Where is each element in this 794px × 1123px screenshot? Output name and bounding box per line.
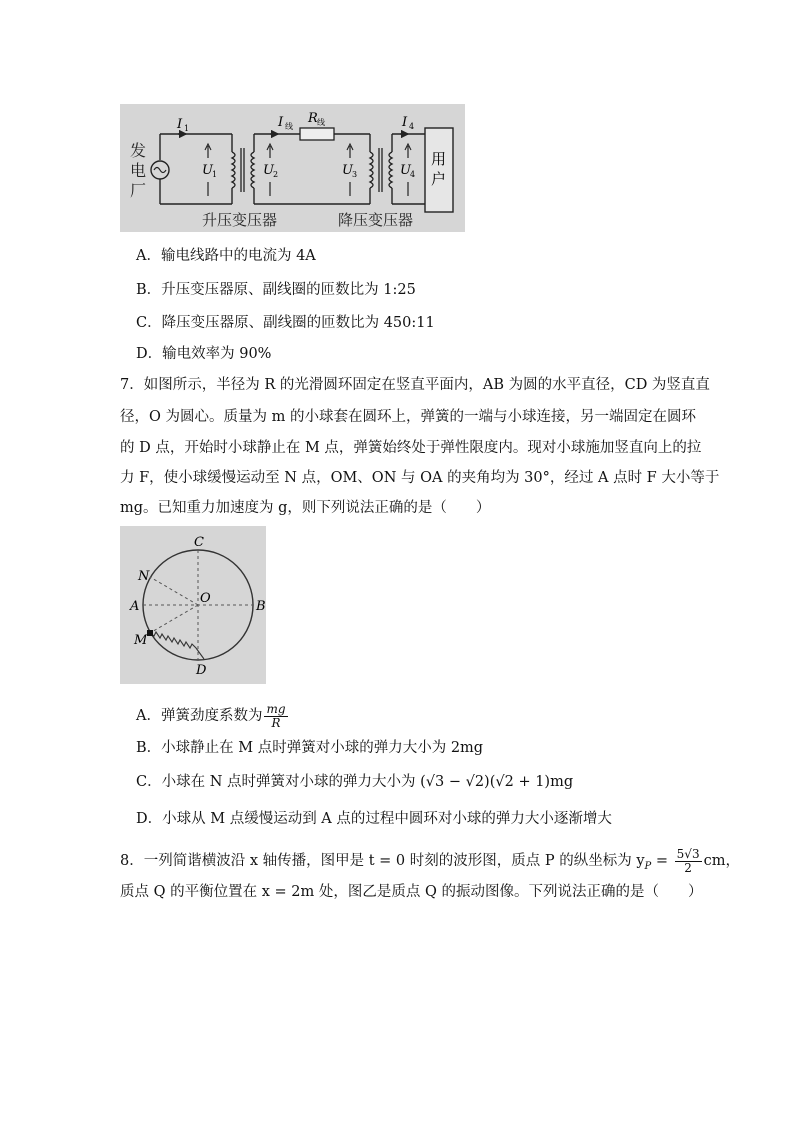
q6-option-d: D．输电效率为 90% (136, 346, 272, 362)
label-m: M (134, 633, 148, 648)
u3-label: U (342, 163, 353, 178)
q6-option-c: C．降压变压器原、副线圈的匝数比为 450:11 (136, 315, 435, 331)
u4-sub: 4 (410, 170, 416, 179)
source-char-1: 发 (130, 141, 147, 160)
i4-label: I (402, 115, 408, 130)
q8-line-1 (120, 846, 740, 882)
q8-fraction-den: 2 (684, 860, 692, 875)
q7-line-1: 7．如图所示，半径为 R 的光滑圆环固定在竖直平面内，AB 为圆的水平直径，CD 为竖直直 (120, 377, 710, 393)
q7-option-a-fraction (264, 703, 287, 730)
q7-line-3: 的 D 点，开始时小球静止在 M 点，弹簧始终处于弹性限度内。现对小球施加竖直向上的拉 (120, 440, 702, 456)
source-char-3: 厂 (130, 181, 147, 200)
rline-label: R (308, 111, 318, 126)
q7-option-c: C．小球在 N 点时弹簧对小球的弹力大小为 (√3 − √2)(√2 + 1)mg (136, 774, 574, 790)
label-d: D (196, 663, 207, 678)
rline-sub: 线 (317, 118, 325, 127)
label-b: B (256, 599, 266, 614)
i1-label: I (177, 117, 183, 132)
q8-line-2: 质点 Q 的平衡位置在 x = 2m 处，图乙是质点 Q 的振动图像。下列说法正确的是（ ） (120, 884, 703, 900)
transmission-circuit-figure (120, 104, 465, 232)
label-c: C (194, 535, 204, 550)
q8-line-1-text: 8．一列简谐横波沿 x 轴传播，图甲是 t = 0 时刻的波形图，质点 P 的纵坐标为 y (120, 853, 645, 869)
i1-sub: 1 (184, 124, 190, 133)
user-char-2: 户 (431, 170, 447, 188)
circuit-diagram (120, 104, 465, 232)
step-up-label: 升压变压器 (202, 211, 278, 229)
q7-line-4: 力 F，使小球缓慢运动至 N 点，OM、ON 与 OA 的夹角均为 30°，经过 A 点时 F 大小等于 (120, 470, 720, 486)
label-a: A (130, 599, 140, 614)
label-n: N (138, 569, 150, 584)
spring-icon (150, 632, 204, 659)
iline-label: I (278, 115, 284, 130)
q7-line-2: 径，O 为圆心。质量为 m 的小球套在圆环上，弹簧的一端与小球连接，另一端固定在圆环 (120, 409, 696, 425)
q6-option-b: B．升压变压器原、副线圈的匝数比为 1:25 (136, 282, 416, 298)
label-o: O (200, 591, 211, 606)
u3-sub: 3 (352, 170, 358, 179)
i4-sub: 4 (409, 122, 415, 131)
q6-option-a: A．输电线路中的电流为 4A (136, 248, 316, 264)
iline-sub: 线 (285, 122, 293, 131)
source-char-2: 电 (130, 161, 147, 180)
q8-equals: = (651, 853, 673, 869)
q7-line-5: mg。已知重力加速度为 g，则下列说法正确的是（ ） (120, 500, 491, 516)
user-char-1: 用 (431, 150, 447, 168)
q8-fraction-num: 5√3 (676, 846, 700, 861)
fraction-denominator: R (271, 715, 281, 730)
line-resistor-icon (300, 128, 334, 140)
ring-diagram (120, 526, 266, 684)
u1-sub: 1 (212, 170, 218, 179)
u4-label: U (400, 163, 411, 178)
q7-option-d: D．小球从 M 点缓慢运动到 A 点的过程中圆环对小球的弹力大小逐渐增大 (136, 811, 612, 827)
u2-label: U (263, 163, 274, 178)
ring-figure (120, 526, 266, 684)
ball-icon (147, 630, 153, 636)
q7-option-a (136, 702, 290, 730)
u2-sub: 2 (273, 170, 279, 179)
step-down-label: 降压变压器 (338, 211, 414, 229)
q8-fraction (675, 848, 702, 875)
u1-label: U (202, 163, 213, 178)
q8-yp-subscript: P (644, 860, 652, 872)
q8-unit: cm， (703, 853, 740, 869)
fraction-numerator: mg (266, 701, 286, 716)
q7-option-a-text: A．弹簧劲度系数为 (136, 708, 263, 724)
q7-option-b: B．小球静止在 M 点时弹簧对小球的弹力大小为 2mg (136, 740, 484, 756)
